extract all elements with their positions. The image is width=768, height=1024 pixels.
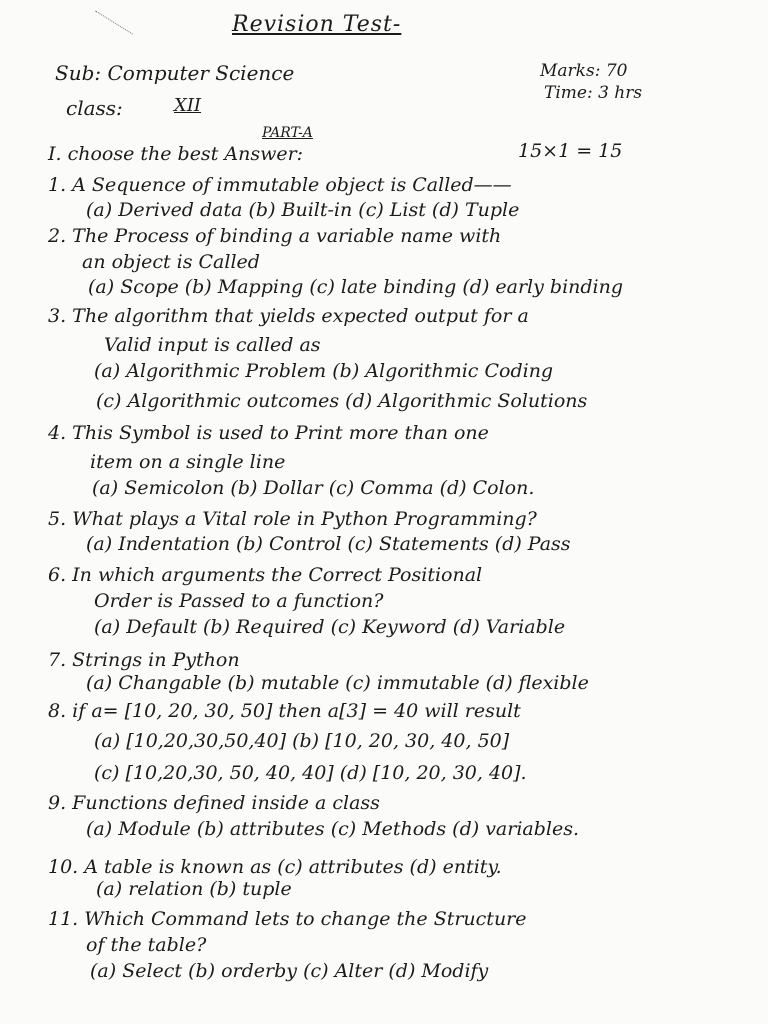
question-2-options: (a) Scope (b) Mapping (c) late binding (d) early binding [88,276,624,298]
question-3-options-cd: (c) Algorithmic outcomes (d) Algorithmic Solutions [96,390,588,412]
question-8-options-ab: (a) [10,20,30,50,40] (b) [10, 20, 30, 40, 50] [94,730,510,752]
question-5-text: 5. What plays a Vital role in Python Programming? [48,508,537,530]
section-marks: 15×1 = 15 [518,140,623,162]
question-7-text: 7. Strings in Python [48,649,240,671]
question-6-text: 6. In which arguments the Correct Positional [48,564,483,586]
question-9-options: (a) Module (b) attributes (c) Methods (d) variables. [86,818,580,840]
question-4-text-cont: item on a single line [90,451,286,473]
class-value: XII [174,95,202,116]
question-5-options: (a) Indentation (b) Control (c) Statements (d) Pass [86,533,571,555]
question-6-options: (a) Default (b) Required (c) Keyword (d) Variable [94,616,566,638]
question-3-options-ab: (a) Algorithmic Problem (b) Algorithmic Coding [94,360,554,382]
time-info: Time: 3 hrs [544,83,643,103]
question-9-text: 9. Functions defined inside a class [48,792,380,814]
question-2-text-cont: an object is Called [82,251,260,273]
question-2-text: 2. The Process of binding a variable name with [48,225,502,247]
question-1-text: 1. A Sequence of immutable object is Called—— [48,174,512,196]
question-10-text: 10. A table is known as (c) attributes (d) entity. [48,856,502,878]
question-4-options: (a) Semicolon (b) Dollar (c) Comma (d) Colon. [92,477,535,499]
question-11-options: (a) Select (b) orderby (c) Alter (d) Modify [90,960,489,982]
pen-stroke [95,10,133,34]
part-heading: PART-A [262,125,313,141]
marks-info: Marks: 70 [540,61,628,81]
question-8-options-cd: (c) [10,20,30, 50, 40, 40] (d) [10, 20, 30, 40]. [94,762,527,784]
question-6-text-cont: Order is Passed to a function? [94,590,384,612]
section-instruction: I. choose the best Answer: [48,143,304,165]
question-10-options: (a) relation (b) tuple [96,878,292,900]
question-11-text: 11. Which Command lets to change the Structure [48,908,527,930]
subject-line: Sub: Computer Science [55,61,295,85]
question-4-text: 4. This Symbol is used to Print more than one [48,422,489,444]
question-8-text: 8. if a= [10, 20, 30, 50] then a[3] = 40 will result [48,700,521,722]
question-3-text: 3. The algorithm that yields expected output for a [48,305,529,327]
page-title: Revision Test- [232,12,402,37]
question-3-text-cont: Valid input is called as [104,334,321,356]
question-1-options: (a) Derived data (b) Built-in (c) List (d) Tuple [86,199,520,221]
question-7-options: (a) Changable (b) mutable (c) immutable (d) flexible [86,672,589,694]
question-11-text-cont: of the table? [86,934,207,956]
class-label: class: [66,96,123,120]
